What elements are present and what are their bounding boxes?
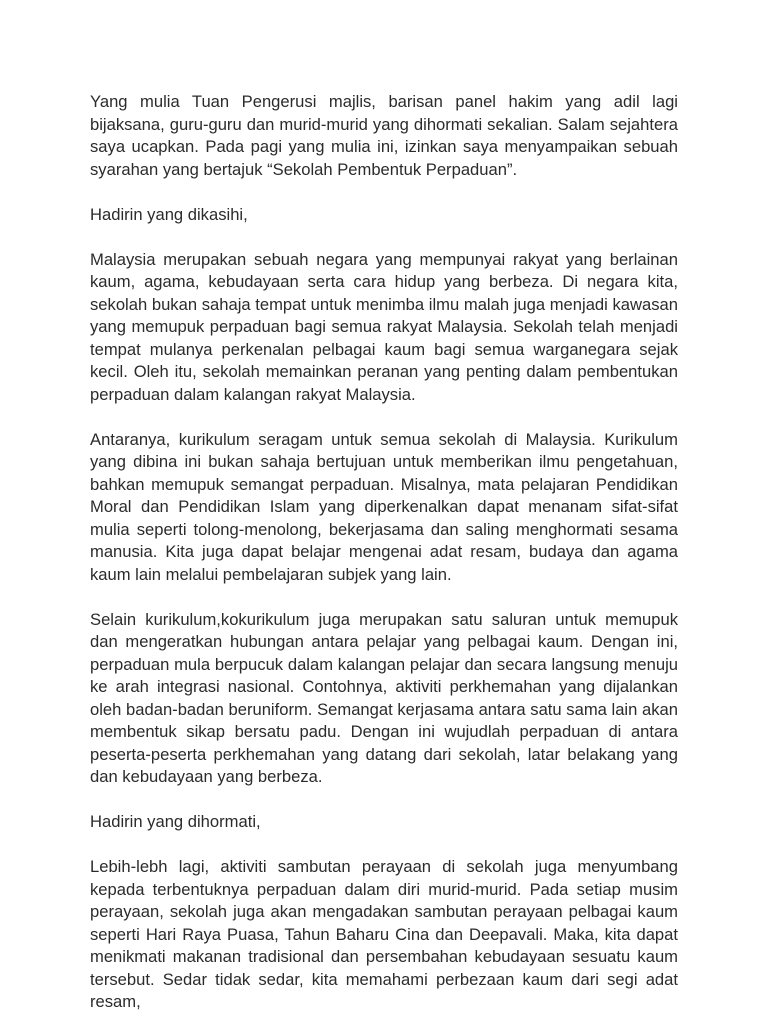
speech-text-body — [90, 91, 678, 1014]
paragraph-kurikulum: Antaranya, kurikulum seragam untuk semua sekolah di Malaysia. Kurikulum yang dibina ini bukan sahaja bertujuan untuk memberikan ilmu pengetahuan, bahkan memupuk semangat perpaduan. Misalnya, mata pelajaran Pendidikan Moral dan Pendidikan Islam yang diperkenalkan dapat menanam sifat-sifat mulia seperti tolong-menolong, bekerjasama dan saling menghormati sesama manusia. Kita juga dapat belajar mengenai adat resam, budaya dan agama kaum lain melalui pembelajaran subjek yang lain. — [90, 429, 678, 584]
paragraph-salutation-dikasihi: Hadirin yang dikasihi, — [90, 204, 248, 224]
paragraph-kokurikulum: Selain kurikulum,kokurikulum juga merupakan satu saluran untuk memupuk dan mengeratkan hubungan antara pelajar yang pelbagai kaum. Dengan ini, perpaduan mula berpucuk dalam kalangan pelajar dan secara langsung menuju ke arah integrasi nasional. Contohnya, aktiviti perkhemahan yang dijalankan oleh badan-badan beruniform. Semangat kerjasama antara satu sama lain akan membentuk sikap bersatu padu. Dengan ini wujudlah perpaduan di antara peserta-peserta perkhemahan yang datang dari sekolah, latar belakang yang dan kebudayaan yang berbeza. — [90, 609, 678, 786]
paragraph-opening-greeting: Yang mulia Tuan Pengerusi majlis, barisan panel hakim yang adil lagi bijaksana, guru-guru dan murid-murid yang dihormati sekalian. Salam sejahtera saya ucapkan. Pada pagi yang mulia ini, izinkan saya menyampaikan sebuah syarahan yang bertajuk “Sekolah Pembentuk Perpaduan”. — [90, 92, 678, 179]
paragraph-sambutan-perayaan: Lebih-lebh lagi, aktiviti sambutan perayaan di sekolah juga menyumbang kepada terbentuknya perpaduan dalam diri murid-murid. Pada setiap musim perayaan, sekolah juga akan mengadakan sambutan perayaan pelbagai kaum seperti Hari Raya Puasa, Tahun Baharu Cina dan Deepavali. Maka, kita dapat menikmati makanan tradisional dan persembahan kebudayaan sesuatu kaum tersebut. Sedar tidak sedar, kita memahami perbezaan kaum dari segi adat resam, — [90, 857, 678, 1011]
paragraph-malaysia-intro: Malaysia merupakan sebuah negara yang mempunyai rakyat yang berlainan kaum, agama, kebudayaan serta cara hidup yang berbeza. Di negara kita, sekolah bukan sahaja tempat untuk menimba ilmu malah juga menjadi kawasan yang memupuk perpaduan bagi semua rakyat Malaysia. Sekolah telah menjadi tempat mulanya perkenalan pelbagai kaum bagi semua warganegara sejak kecil. Oleh itu, sekolah memainkan peranan yang penting dalam pembentukan perpaduan dalam kalangan rakyat Malaysia. — [90, 249, 678, 404]
paragraph-salutation-dihormati: Hadirin yang dihormati, — [90, 812, 261, 831]
